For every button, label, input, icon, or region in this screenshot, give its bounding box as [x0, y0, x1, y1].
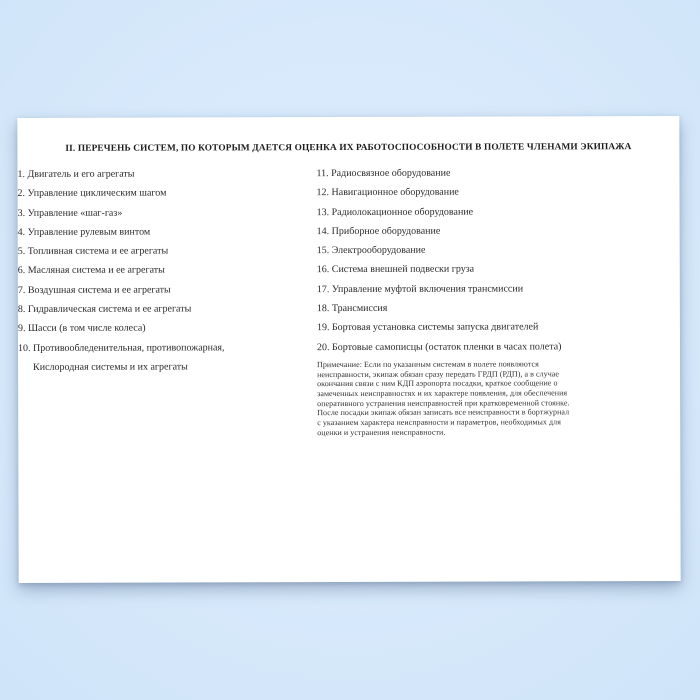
system-item: 13. Радиолокационное оборудование: [316, 206, 474, 218]
note-line: Примечание: Если по указанным системам в полете появляются: [317, 359, 539, 370]
system-item: 20. Бортовые самописцы (остаток пленки в часах полета): [316, 341, 562, 353]
system-item: 2. Управление циклическим шагом: [17, 187, 167, 200]
system-item: 1. Двигатель и его агрегаты: [17, 168, 135, 180]
system-item: 6. Масляная система и ее агрегаты: [17, 265, 165, 277]
right-column: [316, 163, 597, 437]
note-line: с указанием характера неисправности и параметров, необходимых для: [317, 417, 561, 428]
system-item: 15. Электрооборудование: [316, 244, 426, 257]
note-paragraph: [317, 359, 583, 437]
note-line: замеченных неисправностях и их характере появления, для обеспечения: [317, 388, 568, 399]
note-line: оценки и устранения неисправности.: [317, 427, 446, 437]
system-item: 9. Шасси (в том числе колеса): [17, 322, 146, 335]
system-item: 16. Система внешней подвески груза: [316, 264, 475, 276]
system-item: 8. Гидравлическая система и ее агрегаты: [17, 303, 192, 316]
systems-list-left: [17, 164, 317, 377]
system-item: 5. Топливная система и ее агрегаты: [17, 245, 169, 258]
system-item: 14. Приборное оборудование: [316, 225, 441, 237]
note-line: окончания связи с ним КДП аэропорта посадки, краткое сообщение о: [317, 378, 558, 389]
document-title: II. ПЕРЕЧЕНЬ СИСТЕМ, ПО КОТОРЫМ ДАЕТСЯ ОЦЕНКА ИХ РАБОТОСПОСОБНОСТИ В ПОЛЕТЕ ЧЛЕНАМИ ЭКИПАЖА: [65, 142, 632, 154]
system-item: 18. Трансмиссия: [316, 302, 388, 315]
note-line: оперативного устранения неисправностей при кратковременной стоянке.: [317, 398, 570, 408]
note-line: После посадки экипаж обязан записать все неисправности в бортжурнал: [317, 407, 570, 418]
system-item: 11. Радиосвязное оборудование: [316, 167, 451, 180]
system-item: 12. Навигационное оборудование: [316, 186, 459, 199]
document-body: [17, 163, 680, 439]
systems-list-right: [316, 163, 597, 357]
system-item: 3. Управление «шаг-газ»: [17, 207, 123, 219]
system-item: 10. Противообледенительная, противопожарная, Кислородная системы и их агрегаты: [17, 342, 225, 373]
system-item: 7. Воздушная система и ее агрегаты: [17, 284, 171, 296]
system-item: 4. Управление рулевым винтом: [17, 226, 151, 238]
note-line: неисправности, экипаж обязан сразу передать ГРДП (РДП), а в случае: [317, 369, 560, 379]
document-page: [17, 116, 680, 583]
system-item: 19. Бортовая установка системы запуска двигателей: [316, 321, 539, 334]
system-item: 17. Управление муфтой включения трансмиссии: [316, 283, 524, 295]
